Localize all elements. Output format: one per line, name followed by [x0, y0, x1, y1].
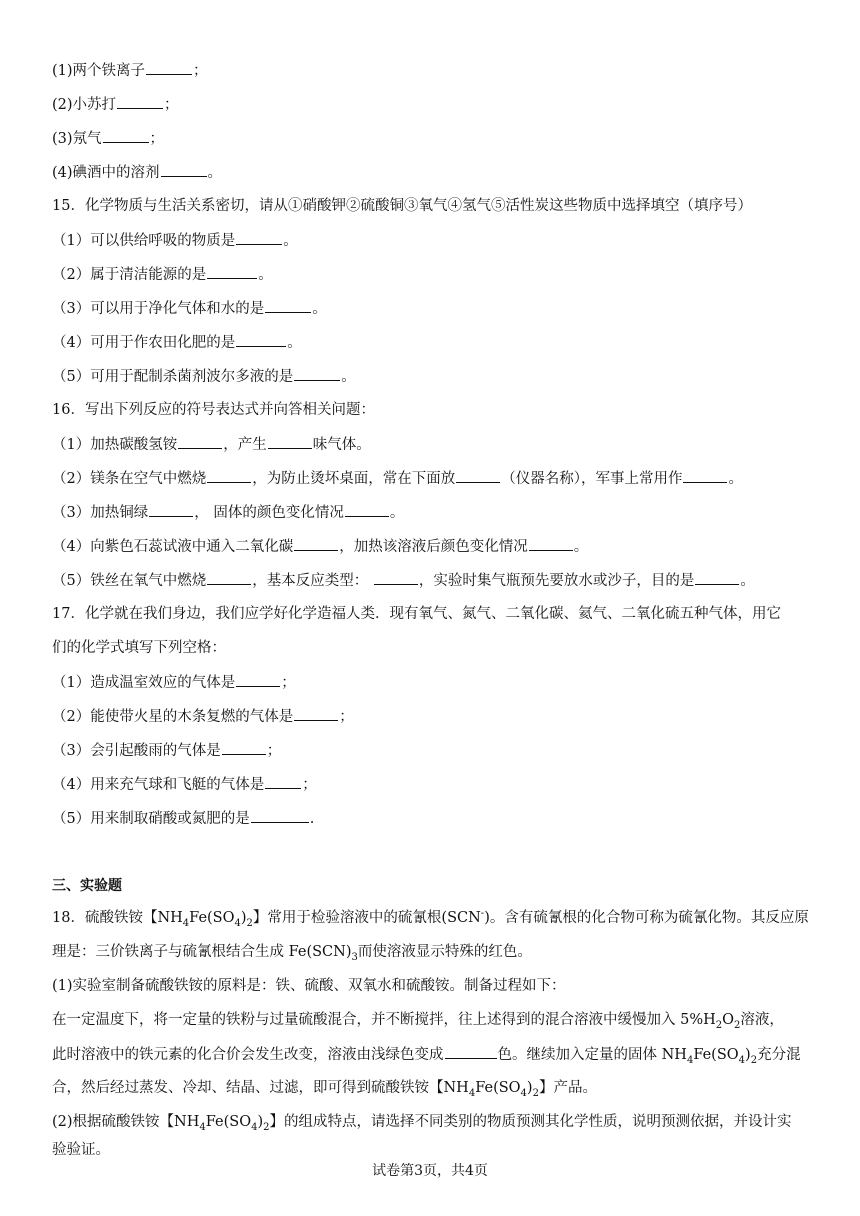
answer-blank[interactable]	[207, 264, 257, 279]
answer-blank[interactable]	[178, 434, 222, 449]
q15-item-5: （5）可用于配制杀菌剂波尔多液的是 。	[52, 366, 356, 387]
answer-blank[interactable]	[236, 332, 286, 347]
q15-item-2: （2）属于清洁能源的是 。	[52, 264, 273, 285]
answer-blank[interactable]	[456, 468, 500, 483]
q15-item-1: （1）可以供给呼吸的物质是 。	[52, 230, 298, 251]
answer-blank[interactable]	[161, 162, 207, 177]
q16-stem: 16．写出下列反应的符号表达式并向答相关问题：	[52, 402, 375, 418]
q17-item-4: （4）用来充气球和飞艇的气体是 ；	[52, 774, 317, 795]
q15-item-4: （4）可用于作农田化肥的是 。	[52, 332, 302, 353]
q16-item-2: （2）镁条在空气中燃烧 ，为防止烫坏桌面，常在下面放 （仪器名称），军事上常用作 。	[52, 468, 743, 489]
q18-line-1: 18．硫酸铁铵【$NH_4Fe(SO_4)_2$】常用于检验溶液中的硫氰根(SCN-)。含有硫氰根的化合物可称为硫氰化物。其反应原	[52, 908, 809, 929]
q15-stem: 15．化学物质与生活关系密切，请从①硝酸钾②硫酸铜③氧气④氢气⑤活性炭这些物质中选择填空（填序号）	[52, 198, 752, 214]
q14-item-3: (3)氖气 ；	[52, 128, 164, 149]
q17-item-5: （5）用来制取硝酸或氮肥的是 .	[52, 808, 314, 829]
q18-line-2: 理是：三价铁离子与硫氰根结合生成 $Fe(SCN)_3$而使溶液显示特殊的红色。	[52, 944, 532, 963]
q15-item-3: （3）可以用于净化气体和水的是 。	[52, 298, 327, 319]
answer-blank[interactable]	[374, 570, 418, 585]
q14-item-4: (4)碘酒中的溶剂 。	[52, 162, 222, 183]
q18-line-3: (1)实验室制备硫酸铁铵的原料是：铁、硫酸、双氧水和硫酸铵。制备过程如下：	[52, 978, 566, 994]
page-footer: 试卷第3页，共4页	[372, 1163, 488, 1179]
answer-blank[interactable]	[294, 706, 338, 721]
answer-blank[interactable]	[265, 774, 301, 789]
q17-stem-2: 们的化学式填写下列空格：	[52, 640, 226, 656]
answer-blank[interactable]	[294, 366, 340, 381]
answer-blank[interactable]	[529, 536, 573, 551]
answer-blank[interactable]	[268, 434, 312, 449]
q18-line-8: 验验证。	[52, 1142, 110, 1158]
answer-blank[interactable]	[695, 570, 739, 585]
q18-line-7: (2)根据硫酸铁铵【$NH_4Fe(SO_4)_2$】的组成特点，请选择不同类别的物质预测其化学性质，说明预测依据，并设计实	[52, 1114, 792, 1133]
q16-item-3: （3）加热铜绿 ， 固体的颜色变化情况 。	[52, 502, 404, 523]
answer-blank[interactable]	[222, 740, 266, 755]
answer-blank[interactable]	[207, 468, 251, 483]
answer-blank[interactable]	[207, 570, 251, 585]
answer-blank[interactable]	[683, 468, 727, 483]
answer-blank[interactable]	[117, 94, 163, 109]
section-title: 三、实验题	[52, 878, 122, 894]
answer-blank[interactable]	[445, 1044, 497, 1059]
answer-blank[interactable]	[251, 808, 309, 823]
q18-line-6: 合，然后经过蒸发、冷却、结晶、过滤，即可得到硫酸铁铵【$NH_4Fe(SO_4)_2$】产品。	[52, 1080, 597, 1099]
q18-line-4: 在一定温度下，将一定量的铁粉与过量硫酸混合，并不断搅拌，往上述得到的混合溶液中缓慢加入 $5\%H_2O_2$溶液，	[52, 1012, 784, 1031]
q16-item-4: （4）向紫色石蕊试液中通入二氧化碳 ，加热该溶液后颜色变化情况 。	[52, 536, 588, 557]
answer-blank[interactable]	[103, 128, 149, 143]
q17-item-1: （1）造成温室效应的气体是 ；	[52, 672, 296, 693]
answer-blank[interactable]	[265, 298, 311, 313]
q17-stem-1: 17．化学就在我们身边，我们应学好化学造福人类．现有氧气、氮气、二氧化碳、氦气、二氧化硫五种气体，用它	[52, 606, 781, 622]
q16-item-5: （5）铁丝在氧气中燃烧 ，基本反应类型： ，实验时集气瓶预先要放水或沙子，目的是 。	[52, 570, 755, 591]
answer-blank[interactable]	[294, 536, 338, 551]
answer-blank[interactable]	[149, 502, 193, 517]
q17-item-2: （2）能使带火星的木条复燃的气体是 ；	[52, 706, 354, 727]
answer-blank[interactable]	[146, 60, 192, 75]
answer-blank[interactable]	[236, 672, 280, 687]
q18-line-5: 此时溶液中的铁元素的化合价会发生改变，溶液由浅绿色变成 色。继续加入定量的固体 $NH_4Fe(SO_4)_2$充分混	[52, 1044, 801, 1065]
answer-blank[interactable]	[236, 230, 282, 245]
q17-item-3: （3）会引起酸雨的气体是 ；	[52, 740, 281, 761]
q14-item-1: (1)两个铁离子 ；	[52, 60, 208, 81]
q14-item-2: (2)小苏打 ；	[52, 94, 179, 115]
answer-blank[interactable]	[345, 502, 389, 517]
q16-item-1: （1）加热碳酸氢铵 ，产生 味气体。	[52, 434, 371, 455]
